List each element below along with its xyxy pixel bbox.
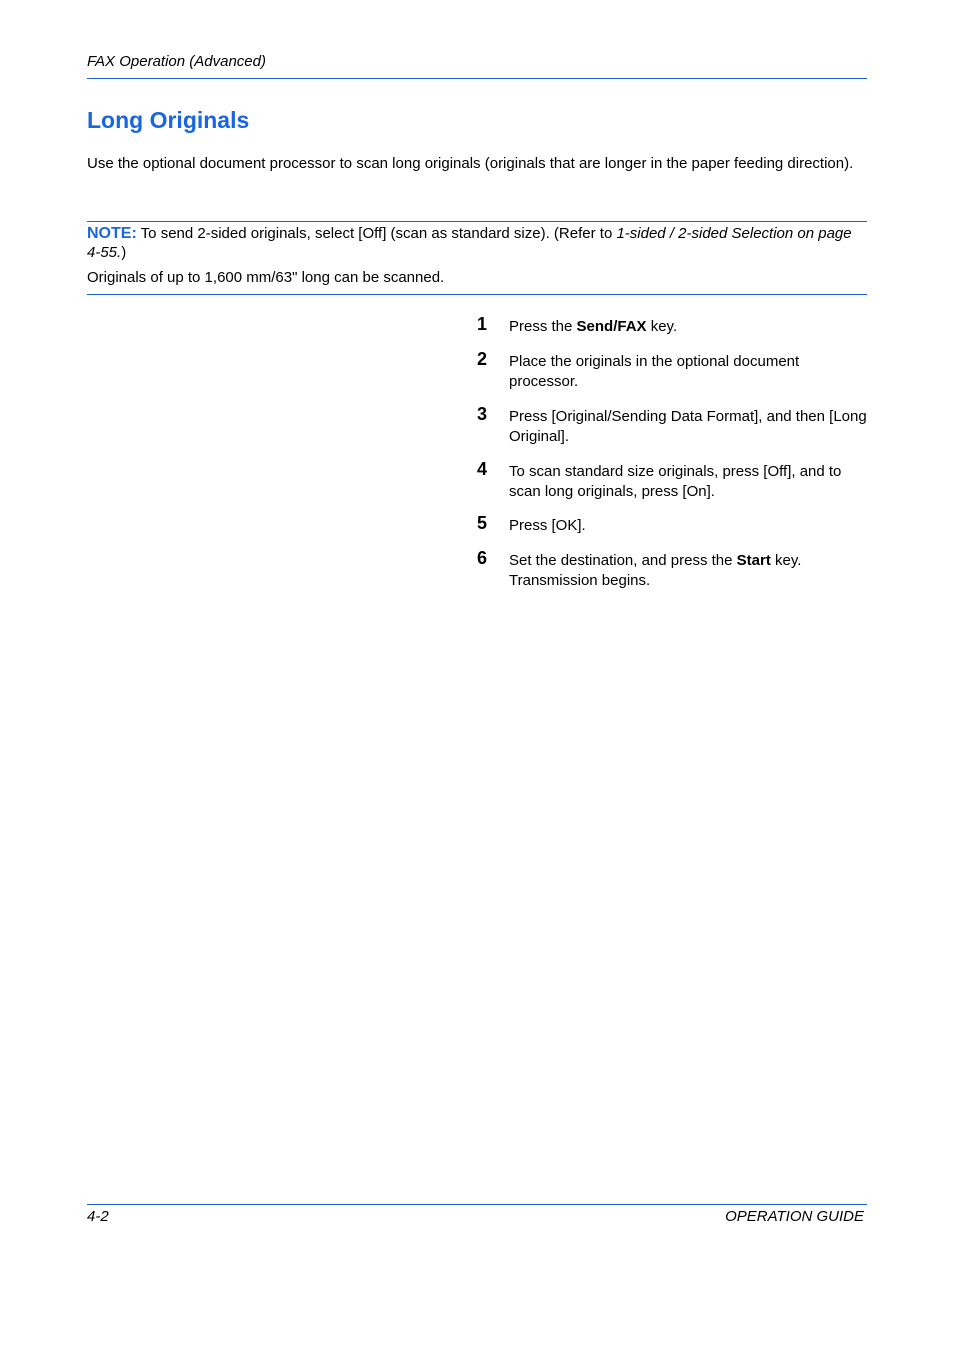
note-label: NOTE: [87,225,137,242]
step-text-part: key. Transmission begins. [509,552,802,589]
note-top-rule [87,221,867,222]
step-text [509,317,869,337]
page-number: 4-2 [87,1208,109,1225]
note-bottom-rule [87,294,867,295]
step-text [509,551,869,590]
step-text: To scan standard size originals, press [Off], and to scan long originals, press [On]. [509,463,842,500]
step-number: 1 [477,314,488,334]
step-number: 6 [477,548,488,568]
note-block [87,224,867,262]
step-key-name: Start [736,552,771,569]
note-reference: 1-sided / 2-sided Selection on page 4-55. [87,225,852,261]
step-number: 5 [477,513,488,533]
section-title: Long Originals [87,107,250,133]
step-text: Place the originals in the optional document processor. [509,353,800,390]
step-text-part: Set the destination, and press the [509,552,737,569]
note-line-2: Originals of up to 1,600 mm/63" long can be scanned. [87,269,445,286]
intro-paragraph: Use the optional document processor to scan long originals (originals that are longer in the paper feeding direction). [87,155,854,172]
note-text: To send 2-sided originals, select [Off] (scan as standard size). (Refer to [136,225,617,242]
header-rule [87,78,867,79]
step-text: Press [OK]. [509,517,586,534]
step-number: 4 [477,459,488,479]
step-text: Press [Original/Sending Data Format], and then [Long Original]. [509,408,867,445]
step-number: 2 [477,349,488,369]
note-text-end: ) [121,244,127,261]
step-key-name: Send/FAX [576,318,647,335]
guide-name: OPERATION GUIDE [725,1208,864,1225]
footer-rule [87,1204,867,1205]
step-text-part: key. [646,318,678,335]
step-number: 3 [477,404,488,424]
step-text-part: Press the [509,318,577,335]
running-header: FAX Operation (Advanced) [87,53,266,70]
